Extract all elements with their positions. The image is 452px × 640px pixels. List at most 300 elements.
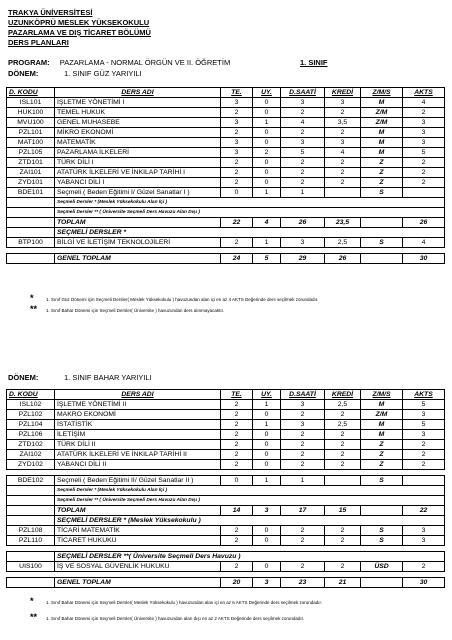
course-hours: 3: [281, 238, 325, 248]
course-akts: 3: [403, 118, 445, 128]
term1-elective-title: SEÇMELİ DERSLER *: [55, 228, 445, 238]
course-name: Seçmeli ( Beden Eğitimi II/ Güzel Sanatlar II ): [55, 476, 221, 486]
course-uy: 0: [253, 440, 281, 450]
course-uy: 0: [253, 526, 281, 536]
course-name: MATEMATİK: [55, 138, 221, 148]
term1-line: [8, 69, 142, 79]
term1-elective-title-row: [7, 228, 445, 238]
course-type: S: [361, 238, 403, 248]
course-akts: 2: [403, 562, 445, 572]
course-code: PZL108: [7, 526, 55, 536]
term1-footnote-2: [30, 305, 224, 315]
term1-table: [6, 87, 445, 264]
course-code: PZL102: [7, 410, 55, 420]
course-hours: 2: [281, 108, 325, 118]
col-akts: AKTS: [403, 390, 445, 400]
table-row: [7, 410, 445, 420]
course-type: S: [361, 188, 403, 198]
footnote-star: **: [30, 612, 38, 622]
table-row: [7, 168, 445, 178]
program-label: PROGRAM:: [8, 58, 50, 67]
course-type: Z: [361, 450, 403, 460]
term1-total-label: TOPLAM: [55, 218, 221, 228]
course-code: BDE102: [7, 476, 55, 486]
course-uy: 1: [253, 420, 281, 430]
table-row: [7, 118, 445, 128]
course-akts: 2: [403, 440, 445, 450]
course-hours: 2: [281, 440, 325, 450]
course-te: 2: [221, 178, 253, 188]
course-uy: 1: [253, 188, 281, 198]
term1-grand-total-uy: 5: [253, 254, 281, 264]
course-akts: 3: [403, 526, 445, 536]
empty-cell: [361, 506, 403, 516]
term1-total-uy: 4: [253, 218, 281, 228]
course-type: Z: [361, 460, 403, 470]
course-te: 2: [221, 158, 253, 168]
course-code: PZL105: [7, 148, 55, 158]
course-type: Z: [361, 158, 403, 168]
header-line-3: PAZARLAMA VE DIŞ TİCARET BÖLÜMÜ: [8, 28, 151, 37]
course-name: ATATÜRK İLKELERİ VE İNKILAP TARİHİ II: [55, 450, 221, 460]
course-credit: 2: [325, 460, 361, 470]
term1-total-te: 22: [221, 218, 253, 228]
course-uy: 0: [253, 178, 281, 188]
term1-note-1-row: [7, 198, 445, 208]
course-name: MAKRO EKONOMİ: [55, 410, 221, 420]
header-line-2: UZUNKÖPRÜ MESLEK YÜKSEKOKULU: [8, 18, 150, 27]
course-credit: 2,5: [325, 400, 361, 410]
term2-table: [6, 389, 445, 588]
course-code: PZL110: [7, 536, 55, 546]
term2-total-hours: 17: [281, 506, 325, 516]
course-te: 2: [221, 460, 253, 470]
course-type: ÜSD: [361, 562, 403, 572]
course-hours: 2: [281, 460, 325, 470]
course-name: PAZARLAMA İLKELERİ: [55, 148, 221, 158]
table-row: [7, 440, 445, 450]
table-row: [7, 108, 445, 118]
term2-elective-title: SEÇMELİ DERSLER * (Meslek Yüksekokulu ): [55, 516, 445, 526]
term2-value: 1. SINIF BAHAR YARIYILI: [64, 373, 152, 382]
col-hours: D.SAATİ: [281, 88, 325, 98]
course-credit: 2: [325, 450, 361, 460]
course-type: M: [361, 400, 403, 410]
course-te: 2: [221, 128, 253, 138]
term2-note-1: Seçmeli Dersler * (Meslek Yüksekokulu Alan İçi ): [55, 486, 445, 496]
term1-grand-total-hours: 29: [281, 254, 325, 264]
course-code: ISL102: [7, 400, 55, 410]
term2-footnote-1: [30, 597, 322, 607]
course-uy: 0: [253, 536, 281, 546]
course-akts: 5: [403, 420, 445, 430]
col-hours: D.SAATİ: [281, 390, 325, 400]
course-te: 2: [221, 450, 253, 460]
empty-cell: [7, 218, 55, 228]
course-type: S: [361, 476, 403, 486]
empty-cell: [7, 516, 55, 526]
course-te: 2: [221, 562, 253, 572]
course-hours: 2: [281, 410, 325, 420]
course-code: MVU100: [7, 118, 55, 128]
course-credit: 2: [325, 536, 361, 546]
course-name: GENEL MUHASEBE: [55, 118, 221, 128]
term2-grand-total-credit: 21: [325, 578, 361, 588]
course-type: S: [361, 526, 403, 536]
course-name: TÜRK DİLİ II: [55, 440, 221, 450]
term2-header-row: [7, 390, 445, 400]
course-credit: 2,5: [325, 420, 361, 430]
course-hours: 2: [281, 430, 325, 440]
course-te: 2: [221, 238, 253, 248]
table-row: [7, 178, 445, 188]
term1-total-credit: 23,5: [325, 218, 361, 228]
course-hours: 3: [281, 98, 325, 108]
course-code: ZAI102: [7, 450, 55, 460]
col-code: D. KODU: [7, 390, 55, 400]
course-te: 3: [221, 98, 253, 108]
course-name: Seçmeli ( Beden Eğitimi I/ Güzel Sanatlar I ): [55, 188, 221, 198]
table-row: [7, 158, 445, 168]
col-uy: UY.: [253, 390, 281, 400]
term2-grand-total-uy: 3: [253, 578, 281, 588]
empty-cell: [7, 506, 55, 516]
course-akts: 3: [403, 128, 445, 138]
course-credit: [325, 188, 361, 198]
term1-value: 1. SINIF GÜZ YARIYILI: [64, 69, 142, 78]
course-code: ZAI101: [7, 168, 55, 178]
term1-grand-total-te: 24: [221, 254, 253, 264]
term2-grand-total-row: [7, 578, 445, 588]
term1-grand-total-akts: 30: [403, 254, 445, 264]
course-name: ATATÜRK İLKELERİ VE İNKILAP TARİHİ I: [55, 168, 221, 178]
term2-footnote-2: [30, 613, 304, 623]
course-name: İŞLETME YÖNETİMİ II: [55, 400, 221, 410]
table-row: [7, 148, 445, 158]
program-line: [8, 58, 328, 68]
term2-note-2: Seçmeli Dersler ** ( Üniversite Seçmeli Ders Havuzu Alan Dışı ): [55, 496, 445, 506]
course-akts: 2: [403, 450, 445, 460]
course-uy: 2: [253, 148, 281, 158]
course-credit: 2: [325, 410, 361, 420]
course-code: ZTD102: [7, 440, 55, 450]
course-akts: 2: [403, 178, 445, 188]
term1-total-akts: 26: [403, 218, 445, 228]
course-name: BİLGİ VE İLETİŞİM TEKNOLOJİLERİ: [55, 238, 221, 248]
course-uy: 1: [253, 238, 281, 248]
course-credit: 2: [325, 430, 361, 440]
course-hours: 3: [281, 420, 325, 430]
course-code: ZTD101: [7, 158, 55, 168]
course-type: Z: [361, 440, 403, 450]
empty-cell: [361, 218, 403, 228]
table-row: [7, 420, 445, 430]
term2-total-label: TOPLAM: [55, 506, 221, 516]
course-te: 2: [221, 526, 253, 536]
course-name: İŞ VE SOSYAL GÜVENLİK HUKUKU: [55, 562, 221, 572]
term2-total-credit: 15: [325, 506, 361, 516]
course-type: M: [361, 138, 403, 148]
col-code: D. KODU: [7, 88, 55, 98]
table-row: [7, 536, 445, 546]
course-te: 2: [221, 536, 253, 546]
empty-cell: [7, 208, 55, 218]
course-akts: 4: [403, 238, 445, 248]
course-code: PZL104: [7, 420, 55, 430]
table-row: [7, 430, 445, 440]
course-code: UIS100: [7, 562, 55, 572]
course-hours: 2: [281, 128, 325, 138]
course-credit: 2: [325, 526, 361, 536]
course-type: S: [361, 536, 403, 546]
term2-grand-total-label: GENEL TOPLAM: [55, 578, 221, 588]
course-akts: 5: [403, 148, 445, 158]
course-type: M: [361, 420, 403, 430]
course-te: 0: [221, 188, 253, 198]
footnote-text: 1. Sınıf Bahar Dönemi için Seçmeli Dersler( Üniversite ) havuzundan ders alınmayacaktır.: [46, 308, 225, 313]
course-name: İŞLETME YÖNETİMİ I: [55, 98, 221, 108]
course-te: 2: [221, 108, 253, 118]
term2-line: [8, 373, 152, 383]
course-hours: 2: [281, 450, 325, 460]
course-credit: 3,5: [325, 118, 361, 128]
footnote-text: 1. Sınıf Bahar Dönemi için Seçmeli Dersler( Üniversite ) havuzundan alan dışı en az 2 AKTS Değerinde ders seçilmek zorundadır.: [46, 616, 305, 621]
course-credit: 4: [325, 148, 361, 158]
course-code: MAT100: [7, 138, 55, 148]
course-te: 3: [221, 138, 253, 148]
table-row: [7, 188, 445, 198]
col-name: DERS ADI: [55, 390, 221, 400]
course-akts: 2: [403, 158, 445, 168]
course-akts: 2: [403, 168, 445, 178]
col-uy: UY.: [253, 88, 281, 98]
term1-note-2: Seçmeli Dersler ** ( Üniversite Seçmeli Ders Havuzu Alan Dışı ): [55, 208, 445, 218]
course-akts: 2: [403, 108, 445, 118]
course-type: M: [361, 148, 403, 158]
table-row: [7, 450, 445, 460]
course-name: YABANCI DİLİ I: [55, 178, 221, 188]
course-code: PZL101: [7, 128, 55, 138]
course-uy: 0: [253, 460, 281, 470]
col-credit: KREDİ: [325, 88, 361, 98]
course-name: TİCARİ MATEMATİK: [55, 526, 221, 536]
course-hours: 3: [281, 400, 325, 410]
course-uy: 0: [253, 138, 281, 148]
course-credit: 2: [325, 168, 361, 178]
course-code: PZL106: [7, 430, 55, 440]
table-row: [7, 138, 445, 148]
col-te: TE.: [221, 88, 253, 98]
course-uy: 0: [253, 108, 281, 118]
course-type: M: [361, 98, 403, 108]
term2-grand-total-te: 20: [221, 578, 253, 588]
course-hours: 1: [281, 476, 325, 486]
empty-cell: [7, 254, 55, 264]
empty-cell: [7, 578, 55, 588]
course-type: Z/M: [361, 118, 403, 128]
course-name: MİKRO EKONOMİ: [55, 128, 221, 138]
term2-total-te: 14: [221, 506, 253, 516]
course-code: ZYD101: [7, 178, 55, 188]
empty-cell: [361, 254, 403, 264]
course-akts: 4: [403, 98, 445, 108]
col-credit: KREDİ: [325, 390, 361, 400]
term1-label: DÖNEM:: [8, 69, 39, 78]
program-value: PAZARLAMA - NORMAL ÖRGÜN VE II. ÖĞRETİM: [59, 58, 231, 67]
term1-note-1: Seçmeli Dersler * (Meslek Yüksekokulu Alan İçi ): [55, 198, 445, 208]
footnote-text: 1. Sınıf Bahar Dönemi için Seçmeli Dersler( Meslek Yüksekokulu ) havuzundan alan içi en az 6 AKTS Değerinde ders seçilmek zorundadır.: [46, 600, 323, 605]
course-uy: 0: [253, 410, 281, 420]
course-akts: [403, 476, 445, 486]
course-code: HUK100: [7, 108, 55, 118]
course-credit: 2: [325, 562, 361, 572]
table-row: [7, 400, 445, 410]
course-code: ISL101: [7, 98, 55, 108]
term1-footnote-1: [30, 294, 318, 304]
course-uy: 0: [253, 98, 281, 108]
term2-elective2-title-row: [7, 552, 445, 562]
empty-cell: [361, 578, 403, 588]
course-hours: 2: [281, 178, 325, 188]
term2-elective-title-row: [7, 516, 445, 526]
term2-label: DÖNEM:: [8, 373, 39, 382]
table-row: [7, 562, 445, 572]
table-row: [7, 526, 445, 536]
term2-grand-total-hours: 23: [281, 578, 325, 588]
course-akts: 5: [403, 400, 445, 410]
course-credit: 2: [325, 108, 361, 118]
footnote-star: *: [30, 596, 34, 606]
course-type: Z/M: [361, 410, 403, 420]
table-row: [7, 460, 445, 470]
course-akts: 3: [403, 410, 445, 420]
term2-elective2-title: SEÇMELİ DERSLER **( Üniversite Seçmeli Ders Havuzu ): [55, 552, 445, 562]
table-row: [7, 476, 445, 486]
course-uy: 0: [253, 158, 281, 168]
term1-header-row: [7, 88, 445, 98]
footnote-star: **: [30, 304, 38, 314]
footnote-star: *: [30, 293, 34, 303]
course-uy: 0: [253, 168, 281, 178]
empty-cell: [7, 228, 55, 238]
term2-total-uy: 3: [253, 506, 281, 516]
course-credit: 3: [325, 98, 361, 108]
course-te: 2: [221, 168, 253, 178]
course-name: YABANCI DİLİ II: [55, 460, 221, 470]
course-credit: 2: [325, 128, 361, 138]
table-row: [7, 128, 445, 138]
course-name: TEMEL HUKUK: [55, 108, 221, 118]
course-code: ZYD102: [7, 460, 55, 470]
course-name: TİCARET HUKUKU: [55, 536, 221, 546]
course-type: M: [361, 128, 403, 138]
empty-cell: [7, 496, 55, 506]
course-uy: 0: [253, 450, 281, 460]
empty-cell: [7, 486, 55, 496]
col-zms: Z/M/S: [361, 390, 403, 400]
col-te: TE.: [221, 390, 253, 400]
table-row: [7, 238, 445, 248]
course-type: Z: [361, 178, 403, 188]
course-hours: 2: [281, 526, 325, 536]
course-code: BDE101: [7, 188, 55, 198]
program-class: 1. SINIF: [300, 58, 328, 67]
course-hours: 2: [281, 536, 325, 546]
course-te: 2: [221, 400, 253, 410]
empty-cell: [7, 198, 55, 208]
col-name: DERS ADI: [55, 88, 221, 98]
course-type: Z: [361, 168, 403, 178]
empty-cell: [7, 552, 55, 562]
course-uy: 1: [253, 118, 281, 128]
col-zms: Z/M/S: [361, 88, 403, 98]
course-hours: 2: [281, 168, 325, 178]
term1-note-2-row: [7, 208, 445, 218]
course-uy: 1: [253, 400, 281, 410]
course-uy: 0: [253, 562, 281, 572]
course-te: 0: [221, 476, 253, 486]
footnote-text: 1. Sınıf Güz Dönemi için Seçmeli Dersler( Meslek Yüksekokulu ) havuzundan alan içi en az 4 AKTS Değerinde ders seçilmek zorundadır.: [46, 297, 319, 302]
course-uy: 0: [253, 430, 281, 440]
course-akts: [403, 188, 445, 198]
course-hours: 3: [281, 138, 325, 148]
course-uy: 1: [253, 476, 281, 486]
course-te: 2: [221, 410, 253, 420]
course-te: 2: [221, 430, 253, 440]
course-credit: 2: [325, 178, 361, 188]
course-credit: 2: [325, 440, 361, 450]
term1-total-hours: 26: [281, 218, 325, 228]
term2-note-1-row: [7, 486, 445, 496]
course-hours: 4: [281, 118, 325, 128]
term1-grand-total-label: GENEL TOPLAM: [55, 254, 221, 264]
header-line-4: DERS PLANLARI: [8, 38, 69, 47]
course-name: İLETİŞİM: [55, 430, 221, 440]
course-hours: 1: [281, 188, 325, 198]
course-uy: 0: [253, 128, 281, 138]
term2-grand-total-akts: 30: [403, 578, 445, 588]
course-credit: 3: [325, 138, 361, 148]
col-akts: AKTS: [403, 88, 445, 98]
term1-grand-total-row: [7, 254, 445, 264]
course-akts: 2: [403, 460, 445, 470]
course-hours: 2: [281, 158, 325, 168]
course-te: 2: [221, 420, 253, 430]
header-line-1: TRAKYA ÜNİVERSİTESİ: [8, 8, 93, 17]
course-credit: 2,5: [325, 238, 361, 248]
course-code: BTP100: [7, 238, 55, 248]
course-akts: 3: [403, 430, 445, 440]
course-hours: 5: [281, 148, 325, 158]
course-credit: 2: [325, 158, 361, 168]
term1-grand-total-credit: 26: [325, 254, 361, 264]
course-te: 2: [221, 440, 253, 450]
term1-total-row: [7, 218, 445, 228]
course-name: İSTATİSTİK: [55, 420, 221, 430]
course-hours: 2: [281, 562, 325, 572]
course-type: M: [361, 430, 403, 440]
course-credit: [325, 476, 361, 486]
course-te: 3: [221, 118, 253, 128]
table-row: [7, 98, 445, 108]
course-type: Z/M: [361, 108, 403, 118]
term2-total-row: [7, 506, 445, 516]
term2-total-akts: 22: [403, 506, 445, 516]
course-name: TÜRK DİLİ I: [55, 158, 221, 168]
course-akts: 3: [403, 138, 445, 148]
course-akts: 3: [403, 536, 445, 546]
term2-note-2-row: [7, 496, 445, 506]
